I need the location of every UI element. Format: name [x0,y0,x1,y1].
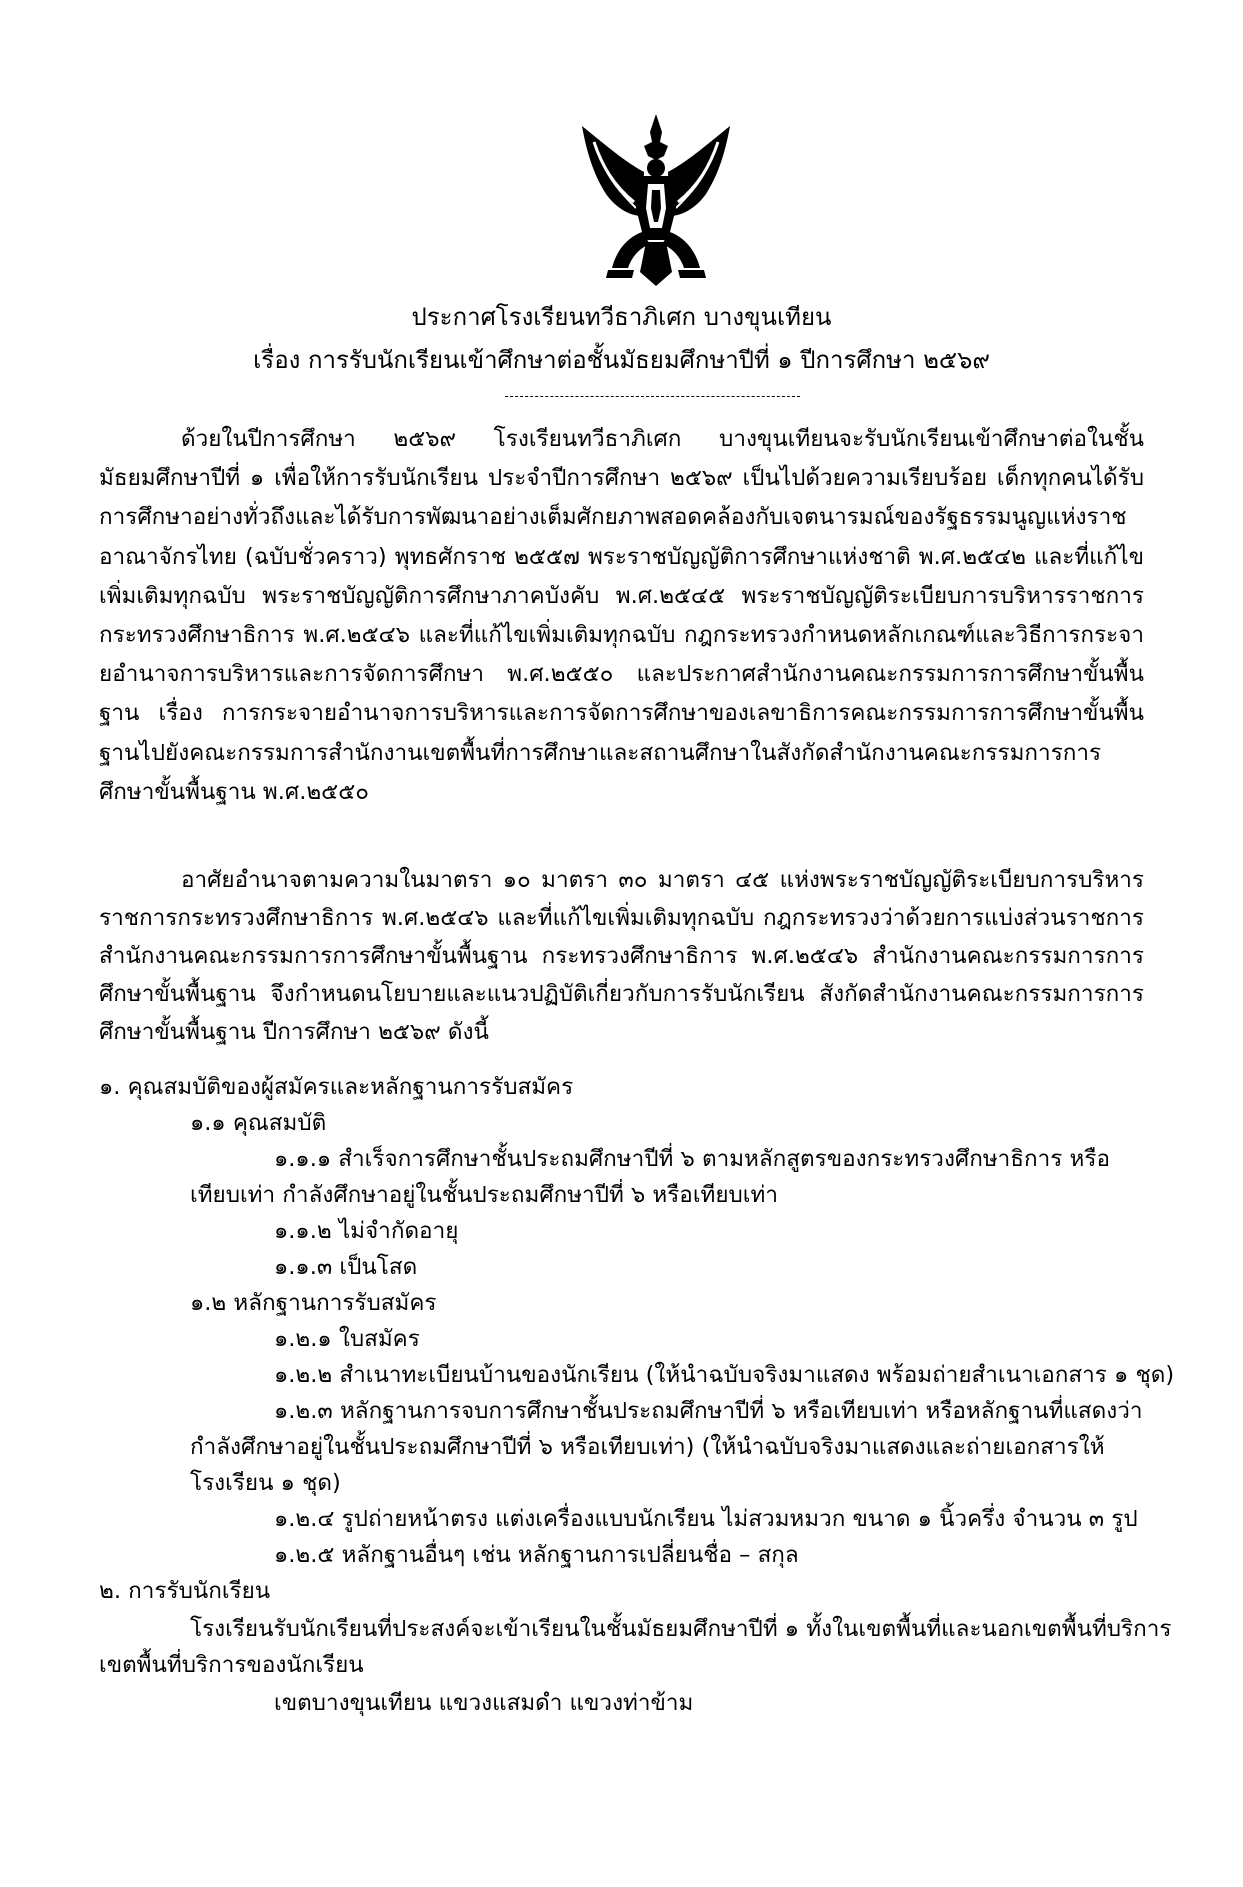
section-1-heading: ๑. คุณสมบัติของผู้สมัครและหลักฐานการรับสมัคร [99,1074,574,1100]
item-1-2-1: ๑.๒.๑ ใบสมัคร [274,1326,420,1352]
item-1-2-2: ๑.๒.๒ สำเนาทะเบียนบ้านของนักเรียน (ให้นำฉบับจริงมาแสดง พร้อมถ่ายสำเนาเอกสาร ๑ ชุด) [274,1362,1175,1388]
item-1-1-1-line-1: ๑.๑.๑ สำเร็จการศึกษาชั้นประถมศึกษาปีที่ ๖ ตามหลักสูตรของกระทรวงศึกษาธิการ หรือ [274,1146,1110,1172]
title-divider [505,396,800,397]
section-2-line-3: เขตบางขุนเทียน แขวงแสมดำ แขวงท่าข้าม [274,1690,694,1716]
item-1-2-4: ๑.๒.๔ รูปถ่ายหน้าตรง แต่งเครื่องแบบนักเรียน ไม่สวมหมวก ขนาด ๑ นิ้วครึ่ง จำนวน ๓ รูป [274,1506,1138,1532]
item-1-2-3-line-3: โรงเรียน ๑ ชุด) [190,1470,341,1496]
item-1-2-3-line-1: ๑.๒.๓ หลักฐานการจบการศึกษาชั้นประถมศึกษาปีที่ ๖ หรือเทียบเท่า หรือหลักฐานที่แสดงว่า [274,1398,1143,1424]
garuda-emblem-icon [572,112,740,288]
item-1-2-5: ๑.๒.๕ หลักฐานอื่นๆ เช่น หลักฐานการเปลี่ยนชื่อ – สกุล [274,1542,799,1568]
announcement-subject: เรื่อง การรับนักเรียนเข้าศึกษาต่อชั้นมัธยมศึกษาปีที่ ๑ ปีการศึกษา ๒๕๖๙ [253,346,990,374]
item-1-1-1-line-2: เทียบเท่า กำลังศึกษาอยู่ในชั้นประถมศึกษาปีที่ ๖ หรือเทียบเท่า [190,1182,778,1208]
section-2-line-1: โรงเรียนรับนักเรียนที่ประสงค์จะเข้าเรียนในชั้นมัธยมศึกษาปีที่ ๑ ทั้งในเขตพื้นที่และนอกเขตพื้นที่บริการ [190,1616,1172,1642]
section-2-heading: ๒. การรับนักเรียน [99,1578,271,1604]
paragraph-1: ด้วยในปีการศึกษา ๒๕๖๙ โรงเรียนทวีธาภิเศก บางขุนเทียนจะรับนักเรียนเข้าศึกษาต่อในชั้นมัธยมศึกษาปีที่ ๑ เพื่อให้การรับนักเรียน ประจำปีการศึกษา ๒๕๖๙ เป็นไปด้วยความเรียบร้อย เด็กทุกคนได้รับการศึกษาอย่างทั่วถึงและได้รับการพัฒนาอย่างเต็มศักยภาพสอดคล้องกับเจตนารมณ์ของรัฐธรรมนูญแห่งราชอาณาจักรไทย (ฉบับชั่วคราว) พุทธศักราช ๒๕๕๗ พระราชบัญญัติการศึกษาแห่งชาติ พ.ศ.๒๕๔๒ และที่แก้ไขเพิ่มเติมทุกฉบับ พระราชบัญญัติการศึกษาภาคบังคับ พ.ศ.๒๕๔๕ พระราชบัญญัติระเบียบการบริหารราชการกระทรวงศึกษาธิการ พ.ศ.๒๕๔๖ และที่แก้ไขเพิ่มเติมทุกฉบับ กฎกระทรวงกำหนดหลักเกณฑ์และวิธีการกระจายอำนาจการบริหารและการจัดการศึกษา พ.ศ.๒๕๕๐ และประกาศสำนักงานคณะกรรมการการศึกษาขั้นพื้นฐาน เรื่อง การกระจายอำนาจการบริหารและการจัดการศึกษาของเลขาธิการคณะกรรมการการศึกษาขั้นพื้นฐานไปยังคณะกรรมการสำนักงานเขตพื้นที่การศึกษาและสถานศึกษาในสังกัดสำนักงานคณะกรรมการการศึกษาขั้นพื้นฐาน พ.ศ.๒๕๕๐ [99,426,1144,805]
announcement-title: ประกาศโรงเรียนทวีธาภิเศก บางขุนเทียน [411,303,832,331]
paragraph-2: อาศัยอำนาจตามความในมาตรา ๑๐ มาตรา ๓๐ มาตรา ๔๕ แห่งพระราชบัญญัติระเบียบการบริหารราชการกระทรวงศึกษาธิการ พ.ศ.๒๕๔๖ และที่แก้ไขเพิ่มเติมทุกฉบับ กฎกระทรวงว่าด้วยการแบ่งส่วนราชการสำนักงานคณะกรรมการการศึกษาขั้นพื้นฐาน กระทรวงศึกษาธิการ พ.ศ.๒๕๔๖ สำนักงานคณะกรรมการการศึกษาขั้นพื้นฐาน จึงกำหนดนโยบายและแนวปฏิบัติเกี่ยวกับการรับนักเรียน สังกัดสำนักงานคณะกรรมการการศึกษาขั้นพื้นฐาน ปีการศึกษา ๒๕๖๙ ดังนี้ [99,867,1144,1045]
subsection-1-2-heading: ๑.๒ หลักฐานการรับสมัคร [190,1290,437,1316]
item-1-1-3: ๑.๑.๓ เป็นโสด [274,1254,418,1280]
item-1-2-3-line-2: กำลังศึกษาอยู่ในชั้นประถมศึกษาปีที่ ๖ หรือเทียบเท่า) (ให้นำฉบับจริงมาแสดงและถ่ายเอกสารให้ [190,1434,1105,1460]
subsection-1-1-heading: ๑.๑ คุณสมบัติ [190,1110,327,1136]
item-1-1-2: ๑.๑.๒ ไม่จำกัดอายุ [274,1218,459,1244]
section-2-line-2: เขตพื้นที่บริการของนักเรียน [99,1652,364,1678]
